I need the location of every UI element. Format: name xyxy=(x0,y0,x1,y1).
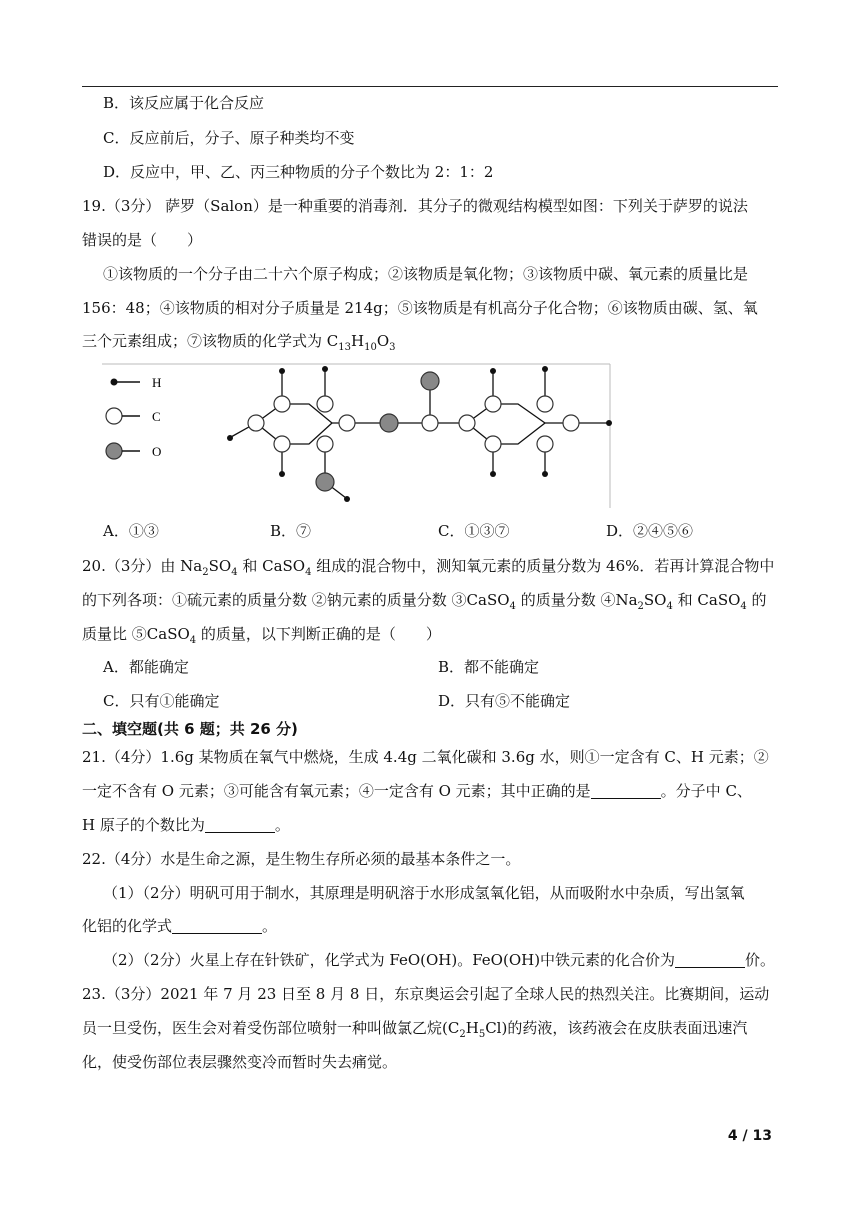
formula-sub: 13 xyxy=(338,342,351,353)
q19-statement-line3 xyxy=(82,330,396,352)
q21-text: H 原子的个数比为 xyxy=(82,816,205,834)
q22-text: 。 xyxy=(262,917,278,935)
q18-option-b: B．该反应属于化合反应 xyxy=(103,94,265,112)
q23-line2 xyxy=(82,1017,747,1039)
q22-text: 价。 xyxy=(745,951,776,969)
q23-text: 员一旦受伤，医生会对着受伤部位喷射一种叫做氯乙烷(C xyxy=(82,1019,460,1037)
legend-label-o: O xyxy=(152,444,162,459)
formula-o: O xyxy=(376,332,390,350)
q23-line1: 23.（3分）2021 年 7 月 23 日至 8 月 8 日，东京奥运会引起了全球人民的热烈关注。比赛期间，运动 xyxy=(82,985,770,1003)
answer-blank[interactable] xyxy=(591,782,661,799)
q19-option-b: B．⑦ xyxy=(270,522,312,540)
formula-sub: 2 xyxy=(637,601,644,612)
answer-blank[interactable] xyxy=(675,951,745,968)
q19-stmt-text: 三个元素组成；⑦该物质的化学式为 C xyxy=(82,332,339,350)
q20-text: 20.（3分）由 Na xyxy=(82,557,203,575)
formula-sub: 10 xyxy=(364,342,377,353)
q18-option-d: D．反应中，甲、乙、丙三种物质的分子个数比为 2：1：2 xyxy=(103,163,494,181)
answer-blank[interactable] xyxy=(172,917,262,934)
q19-stem-line2: 错误的是（ ） xyxy=(82,231,203,249)
q19-statement-line2: 156：48；④该物质的相对分子质量是 214g；⑤该物质是有机高分子化合物；⑥该物质由碳、氢、氧 xyxy=(82,299,758,317)
q21-text: 。分子中 C、 xyxy=(660,782,752,800)
q20-stem-line2 xyxy=(82,589,767,611)
q20-text: 的下列各项：①硫元素的质量分数 ②钠元素的质量分数 ③CaSO xyxy=(82,591,510,609)
q21-line1: 21.（4分）1.6g 某物质在氧气中燃烧，生成 4.4g 二氧化碳和 3.6g 水，则①一定含有 C、H 元素；② xyxy=(82,748,769,766)
formula-sub: 2 xyxy=(459,1029,466,1040)
q19-stem-line1: 19.（3分） 萨罗（Salon）是一种重要的消毒剂．其分子的微观结构模型如图：下列关于萨罗的说法 xyxy=(82,197,748,215)
salol-molecule-diagram xyxy=(96,362,616,508)
q20-text: 的 xyxy=(746,591,767,609)
formula-sub: 4 xyxy=(740,601,747,612)
legend-label-h: H xyxy=(152,375,162,390)
legend-h xyxy=(111,375,162,390)
formula-sub: 4 xyxy=(189,635,197,646)
formula-sub: 4 xyxy=(509,601,516,612)
formula-sub: 3 xyxy=(389,342,396,353)
q20-text: 的质量分数 ④Na xyxy=(515,591,638,609)
q23-text: Cl)的药液，该药液会在皮肤表面迅速汽 xyxy=(485,1019,748,1037)
q22-line1: 22.（4分）水是生命之源，是生物生存所必须的最基本条件之一。 xyxy=(82,850,521,868)
q21-text: 。 xyxy=(274,816,290,834)
q18-option-c: C．反应前后，分子、原子种类均不变 xyxy=(103,129,355,147)
q21-text: 一定不含有 O 元素；③可能含有氧元素；④一定含有 O 元素；其中正确的是 xyxy=(82,782,591,800)
q22-text: （2）（2分）火星上存在针铁矿，化学式为 FeO(OH)。FeO(OH)中铁元素的化合价为 xyxy=(103,951,676,969)
q20-option-b: B．都不能确定 xyxy=(438,658,540,676)
q22-text: 化铝的化学式 xyxy=(82,917,173,935)
q20-text: 和 CaSO xyxy=(237,557,306,575)
q22-part1-line2 xyxy=(82,915,277,937)
q19-option-d: D．②④⑤⑥ xyxy=(606,522,694,540)
bonds xyxy=(231,370,608,498)
legend-c xyxy=(106,408,161,424)
section-heading: 二、填空题(共 6 题；共 26 分) xyxy=(82,720,298,738)
formula-h: H xyxy=(350,332,365,350)
q21-line3 xyxy=(82,814,290,836)
q20-option-d: D．只有⑤不能确定 xyxy=(438,692,571,710)
q19-option-c: C．①③⑦ xyxy=(438,522,510,540)
page-number: 4 / 13 xyxy=(727,1128,772,1144)
q20-text: 质量比 ⑤CaSO xyxy=(82,625,190,643)
q19-option-a: A．①③ xyxy=(103,522,159,540)
q20-stem-line3 xyxy=(82,623,441,645)
formula-sub: 5 xyxy=(478,1029,486,1040)
legend-o xyxy=(106,443,161,459)
q20-option-a: A．都能确定 xyxy=(103,658,189,676)
q20-text: SO xyxy=(643,591,667,609)
q20-text: SO xyxy=(208,557,232,575)
hydrogen-atoms xyxy=(227,366,612,502)
q20-option-c: C．只有①能确定 xyxy=(103,692,220,710)
q20-stem-line1 xyxy=(82,555,774,577)
q20-text: 的质量，以下判断正确的是（ ） xyxy=(196,625,441,643)
formula-sub: 2 xyxy=(202,567,209,578)
q20-text: 和 CaSO xyxy=(672,591,741,609)
q23-text: H xyxy=(465,1019,479,1037)
formula-sub: 4 xyxy=(305,567,312,578)
header-rule xyxy=(82,86,778,87)
formula-sub: 4 xyxy=(231,567,238,578)
q20-text: 组成的混合物中，测知氧元素的质量分数为 46%．若再计算混合物中 xyxy=(311,557,775,575)
legend-label-c: C xyxy=(152,409,161,424)
answer-blank[interactable] xyxy=(205,816,275,833)
q22-part2 xyxy=(103,949,775,971)
q22-part1-line1: （1）（2分）明矾可用于制水，其原理是明矾溶于水形成氢氧化铝，从而吸附水中杂质，写出氢氧 xyxy=(103,884,745,902)
q21-line2 xyxy=(82,780,752,802)
oxygen-atoms xyxy=(316,372,439,491)
q19-statement-line1: ①该物质的一个分子由二十六个原子构成；②该物质是氧化物；③该物质中碳、氧元素的质量比是 xyxy=(103,265,749,283)
q23-line3: 化，使受伤部位表层骤然变冷而暂时失去痛觉。 xyxy=(82,1053,398,1071)
formula-sub: 4 xyxy=(666,601,673,612)
